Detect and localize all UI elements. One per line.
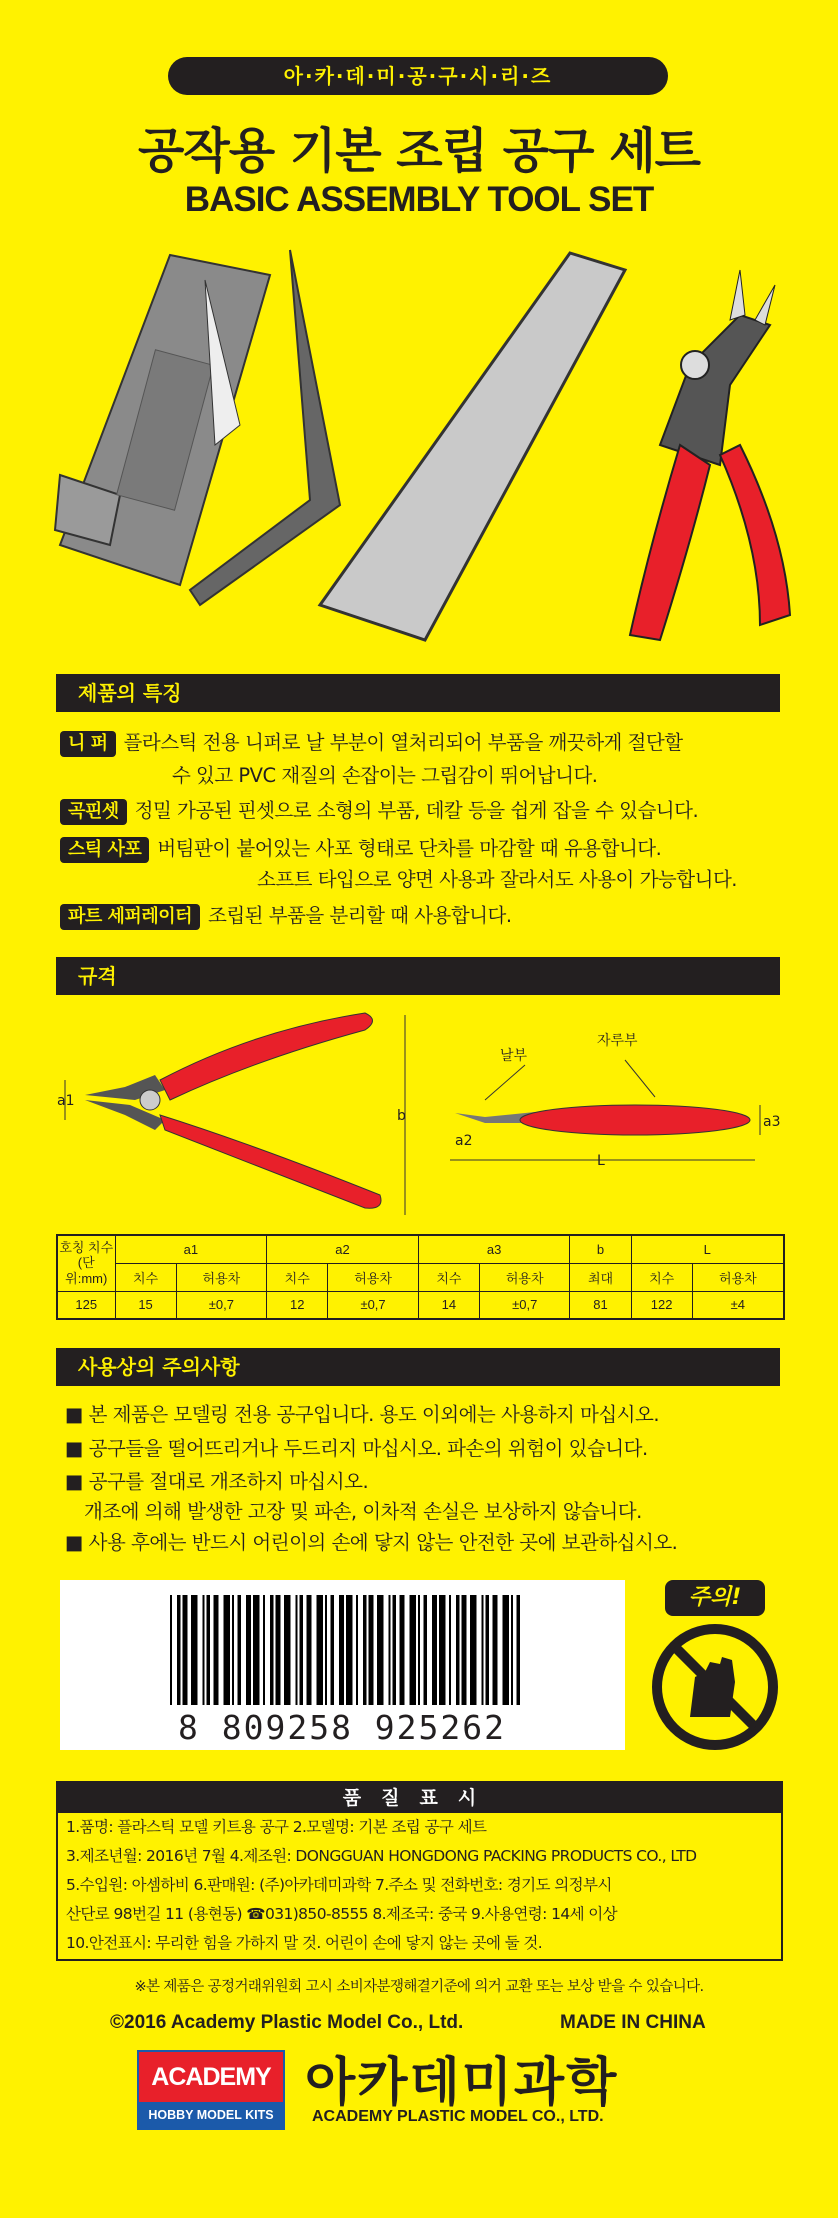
quality-header: 품질표시: [58, 1783, 781, 1813]
barcode-bar: [224, 1595, 231, 1705]
barcode-bar: [482, 1595, 484, 1705]
barcode-bar: [356, 1595, 358, 1705]
barcode-bars: [170, 1595, 530, 1710]
tools-illustration: [40, 245, 800, 650]
caution-item: ■ 본 제품은 모델링 전용 공구입니다. 용도 이외에는 사용하지 마십시오.: [65, 1403, 660, 1426]
caution-item: ■ 공구들을 떨어뜨리거나 두드리지 마십시오. 파손의 위험이 있습니다.: [65, 1437, 648, 1460]
barcode-bar: [449, 1595, 451, 1705]
barcode-bar: [363, 1595, 367, 1705]
barcode-bar: [203, 1595, 205, 1705]
barcode-bar: [410, 1595, 417, 1705]
barcode-bar: [389, 1595, 391, 1705]
quality-line: 5.수입원: 아셈하비 6.판매원: (주)아카데미과학 7.주소 및 전화번호: 경기도 의정부시: [66, 1876, 612, 1894]
barcode-bar: [517, 1595, 521, 1705]
label-L: L: [597, 1153, 605, 1169]
label-blade: 날부: [500, 1048, 528, 1064]
feature-badge: 파트 세퍼레이터: [60, 904, 200, 930]
barcode-bar: [300, 1595, 304, 1705]
barcode-bar: [284, 1595, 291, 1705]
barcode-bar: [418, 1595, 420, 1705]
company-name: ACADEMY PLASTIC MODEL CO., LTD.: [312, 2108, 604, 2125]
quality-label: [56, 1781, 783, 1961]
barcode-bar: [486, 1595, 490, 1705]
barcode-bar: [346, 1595, 353, 1705]
table-row: 125 15 ±0,7 12 ±0,7 14 ±0,7 81 122 ±4: [57, 1291, 784, 1319]
consumer-note: ※본 제품은 공정거래위원회 고시 소비자분쟁해결기준에 의거 교환 또는 보상 받을 수 있습니다.: [134, 1979, 704, 1995]
page-subtitle: BASIC ASSEMBLY TOOL SET: [184, 180, 654, 219]
barcode-bar: [439, 1595, 446, 1705]
barcode-bar: [331, 1595, 335, 1705]
barcode-bar: [170, 1595, 172, 1705]
spec-table: 호칭 치수 (단위:mm) a1 a2 a3 b L 치수 허용차 치수 허용차 치수 허용차 최대 치수 허용차 125 15 ±0,7 12 ±0,7 14 ±0,7 81 122 ±4: [56, 1234, 785, 1320]
page-title: 공작용 기본 조립 공구 세트: [138, 123, 700, 179]
barcode-bar: [246, 1595, 251, 1705]
series-label: 아·카·데·미·공·구·시·리·즈: [168, 57, 668, 95]
caution-item: ■ 공구를 절대로 개조하지 마십시오.: [65, 1470, 369, 1493]
barcode-bar: [503, 1595, 510, 1705]
barcode-bar: [493, 1595, 498, 1705]
barcode-bar: [369, 1595, 374, 1705]
barcode-bar: [232, 1595, 234, 1705]
barcode-bar: [307, 1595, 312, 1705]
barcode-bar: [177, 1595, 181, 1705]
barcode-bar: [424, 1595, 428, 1705]
caution-item-cont: 개조에 의해 발생한 고장 및 파손, 이차적 손실은 보상하지 않습니다.: [84, 1500, 642, 1523]
spec-header: 규격: [56, 957, 780, 995]
nipper-image: [630, 270, 790, 640]
barcode-bar: [456, 1595, 460, 1705]
barcode-bar: [276, 1595, 281, 1705]
barcode-number: 8 809258 925262: [178, 1708, 507, 1747]
barcode-bar: [263, 1595, 265, 1705]
no-hand-warning-icon: [650, 1622, 780, 1752]
barcode-bar: [238, 1595, 242, 1705]
academy-logo: ACADEMY HOBBY MODEL KITS: [137, 2050, 285, 2130]
label-handle: 자루부: [597, 1033, 638, 1049]
label-b: b: [397, 1108, 406, 1124]
barcode: [60, 1580, 625, 1750]
feature-tweezers: 곡핀셋 정밀 가공된 핀셋으로 소형의 부품, 데칼 등을 쉽게 잡을 수 있습니다.: [60, 796, 698, 826]
feature-separator: 파트 세퍼레이터 조립된 부품을 분리할 때 사용합니다.: [60, 901, 512, 931]
sanding-stick-image: [320, 253, 625, 640]
barcode-bar: [296, 1595, 298, 1705]
quality-line: 10.안전표시: 무리한 힘을 가하지 말 것. 어린이 손에 닿지 않는 곳에 둘 것.: [66, 1934, 543, 1952]
quality-line: 산단로 98번길 11 (용현동) ☎031)850-8555 8.제조국: 중국 9.사용연령: 14세 이상: [66, 1905, 618, 1923]
nipper-top-view: [65, 1013, 405, 1215]
label-a3: a3: [763, 1114, 781, 1130]
barcode-bar: [462, 1595, 467, 1705]
feature-nipper: 니 퍼 플라스틱 전용 니퍼로 날 부분이 열처리되어 부품을 깨끗하게 절단할: [60, 728, 683, 758]
barcode-bar: [400, 1595, 405, 1705]
barcode-bar: [270, 1595, 274, 1705]
barcode-bar: [393, 1595, 397, 1705]
caution-item: ■ 사용 후에는 반드시 어린이의 손에 닿지 않는 안전한 곳에 보관하십시오.: [65, 1531, 678, 1554]
barcode-bar: [317, 1595, 324, 1705]
korean-logo: 아카데미과학: [305, 2053, 619, 2113]
quality-line: 1.품명: 플라스틱 모델 키트용 공구 2.모델명: 기본 조립 공구 세트: [66, 1818, 487, 1836]
feature-badge: 곡핀셋: [60, 799, 127, 825]
feature-sanding-stick-cont: 소프트 타입으로 양면 사용과 잘라서도 사용이 가능합니다.: [257, 868, 737, 891]
spec-diagram: [55, 1005, 795, 1220]
barcode-bar: [432, 1595, 437, 1705]
barcode-bar: [183, 1595, 188, 1705]
feature-badge: 니 퍼: [60, 731, 116, 757]
label-a2: a2: [455, 1133, 473, 1149]
feature-nipper-cont: 수 있고 PVC 재질의 손잡이는 그립감이 뛰어납니다.: [172, 764, 598, 787]
made-in: MADE IN CHINA: [560, 2012, 706, 2033]
barcode-bar: [207, 1595, 211, 1705]
barcode-bar: [253, 1595, 260, 1705]
copyright: ©2016 Academy Plastic Model Co., Ltd.: [110, 2012, 464, 2033]
features-header: 제품의 특징: [56, 674, 780, 712]
nipper-side-view: [450, 1060, 760, 1160]
feature-badge: 스틱 사포: [60, 837, 149, 863]
quality-line: 3.제조년월: 2016년 7월 4.제조원: DONGGUAN HONGDONG PACKING PRODUCTS CO., LTD: [66, 1847, 697, 1865]
barcode-bar: [377, 1595, 384, 1705]
barcode-bar: [214, 1595, 219, 1705]
barcode-bar: [339, 1595, 344, 1705]
barcode-bar: [511, 1595, 513, 1705]
barcode-bar: [325, 1595, 327, 1705]
barcode-bar: [470, 1595, 477, 1705]
warning-label: 주의!: [665, 1580, 765, 1616]
label-a1: a1: [57, 1093, 75, 1109]
barcode-bar: [191, 1595, 198, 1705]
caution-header: 사용상의 주의사항: [56, 1348, 780, 1386]
feature-sanding-stick: 스틱 사포 버팀판이 붙어있는 사포 형태로 단차를 마감할 때 유용합니다.: [60, 834, 661, 864]
